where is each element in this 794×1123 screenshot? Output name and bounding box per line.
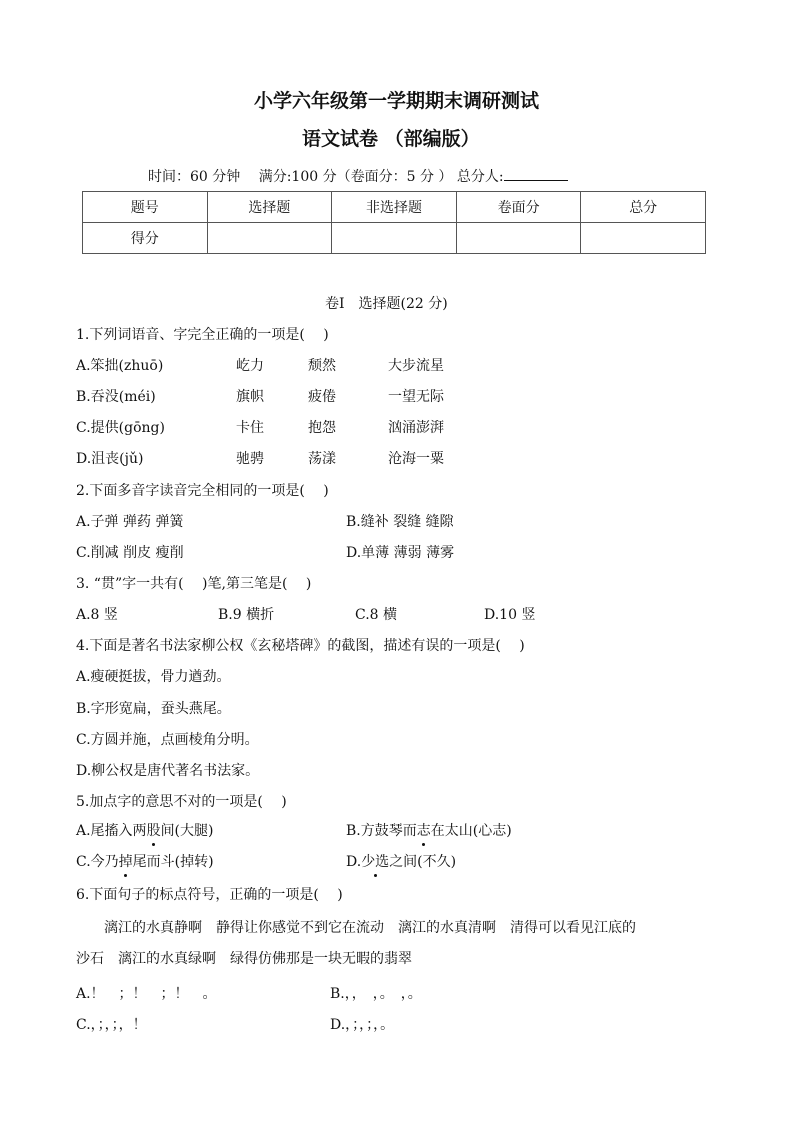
q1-option-d-word3: 荡漾 <box>308 451 336 467</box>
q3-option-a: A.8 竖 <box>76 607 118 623</box>
q6-passage-line1: 漓江的水真静啊 静得让你感觉不到它在流动 漓江的水真清啊 清得可以看见江底的 <box>104 920 636 936</box>
score-cell-total[interactable] <box>581 223 706 254</box>
header-cell-question-no: 题号 <box>83 192 208 223</box>
q4-option-c: C.方圆并施，点画棱角分明。 <box>76 732 259 748</box>
score-cell-non-choice[interactable] <box>332 223 457 254</box>
question-5-stem: 5.加点字的意思不对的一项是( ) <box>76 794 287 810</box>
q2-option-c: C.削减 削皮 瘦削 <box>76 545 184 561</box>
q5-b-dotted: 志 <box>417 820 431 840</box>
q3-option-c: C.8 横 <box>355 607 398 623</box>
q1-option-d-word1: D.沮丧(jǔ) <box>76 451 144 467</box>
q5-d-pre: D. <box>346 854 362 870</box>
q5-a-pre: A.尾搐入两 <box>76 823 147 839</box>
q1-option-d-word4: 沧海一粟 <box>388 451 444 467</box>
question-2-stem: 2.下面多音字读音完全相同的一项是( ) <box>76 483 329 499</box>
q6-option-c: C.，；，；，！ <box>76 1017 147 1033</box>
score-row-label: 得分 <box>83 223 208 254</box>
q5-option-d <box>346 851 456 871</box>
q5-b-pre: B.方鼓琴而 <box>346 823 417 839</box>
question-1-stem: 1.下列词语音、字完全正确的一项是( ) <box>76 327 329 343</box>
q5-b-post: 在太山(心志) <box>430 823 512 839</box>
q5-option-a <box>76 820 214 840</box>
exam-meta-text: 时间：60 分钟 满分:100 分（卷面分：5 分 ） 总分人: <box>148 169 504 185</box>
q4-option-b: B.字形宽扁，蚕头燕尾。 <box>76 701 231 717</box>
q5-d-dotted: 少选 <box>361 851 389 871</box>
q1-option-c-word4: 汹涌澎湃 <box>388 420 444 436</box>
score-table <box>82 191 706 254</box>
q1-option-c-word2: 卡住 <box>236 420 264 436</box>
exam-meta <box>148 166 568 186</box>
header-cell-neatness: 卷面分 <box>456 192 581 223</box>
q1-option-a-word2: 屹力 <box>236 358 264 374</box>
q1-option-c-word3: 抱怨 <box>308 420 336 436</box>
q4-option-a: A.瘦硬挺拔，骨力遒劲。 <box>76 669 231 685</box>
exam-subtitle: 语文试卷 （部编版） <box>302 128 480 150</box>
q6-option-a: A.！ ；！ ；！ 。 <box>76 986 217 1002</box>
q5-option-b <box>346 820 512 840</box>
grader-blank[interactable] <box>504 166 568 181</box>
q5-c-post: 尾而斗(掉转) <box>132 854 214 870</box>
question-6-stem: 6.下面句子的标点符号，正确的一项是( ) <box>76 887 343 903</box>
score-table-header-row <box>83 192 706 223</box>
header-cell-choice: 选择题 <box>207 192 332 223</box>
question-3-stem: 3. “贯”字一共有( )笔,第三笔是( ) <box>76 576 312 592</box>
q1-option-b-word3: 疲倦 <box>308 389 336 405</box>
q1-option-b-word1: B.吞没(méi) <box>76 389 156 405</box>
q1-option-a-word1: A.笨拙(zhuō) <box>76 358 164 374</box>
exam-title: 小学六年级第一学期期末调研测试 <box>254 90 540 112</box>
q1-option-a-word3: 颓然 <box>308 358 336 374</box>
q6-option-b: B.，， ，。 ，。 <box>330 986 422 1002</box>
q1-option-d-word2: 驰骋 <box>236 451 264 467</box>
q5-a-dotted: 股 <box>147 820 161 840</box>
header-cell-non-choice: 非选择题 <box>332 192 457 223</box>
score-table-score-row <box>83 223 706 254</box>
score-cell-choice[interactable] <box>207 223 332 254</box>
q1-option-b-word4: 一望无际 <box>388 389 444 405</box>
section-title: 卷Ⅰ 选择题(22 分) <box>325 296 448 312</box>
q3-option-d: D.10 竖 <box>484 607 536 623</box>
q5-d-post: 之间(不久) <box>389 854 457 870</box>
q3-option-b: B.9 横折 <box>218 607 275 623</box>
q1-option-b-word2: 旗帜 <box>236 389 264 405</box>
q6-passage-line2: 沙石 漓江的水真绿啊 绿得仿佛那是一块无暇的翡翠 <box>76 951 412 967</box>
header-cell-total: 总分 <box>581 192 706 223</box>
q2-option-b: B.缝补 裂缝 缝隙 <box>346 514 454 530</box>
question-4-stem: 4.下面是著名书法家柳公权《玄秘塔碑》的截图，描述有误的一项是( ) <box>76 638 525 654</box>
q5-c-dotted: 掉 <box>119 851 133 871</box>
q5-c-pre: C.今乃 <box>76 854 119 870</box>
score-cell-neatness[interactable] <box>456 223 581 254</box>
q6-option-d: D.，；，；，。 <box>330 1017 395 1033</box>
q4-option-d: D.柳公权是唐代著名书法家。 <box>76 763 260 779</box>
q2-option-a: A.子弹 弹药 弹簧 <box>76 514 184 530</box>
q5-a-post: 间(大腿) <box>160 823 214 839</box>
q1-option-c-word1: C.提供(gōng) <box>76 420 165 436</box>
q5-option-c <box>76 851 214 871</box>
q2-option-d: D.单薄 薄弱 薄雾 <box>346 545 455 561</box>
q1-option-a-word4: 大步流星 <box>388 358 444 374</box>
